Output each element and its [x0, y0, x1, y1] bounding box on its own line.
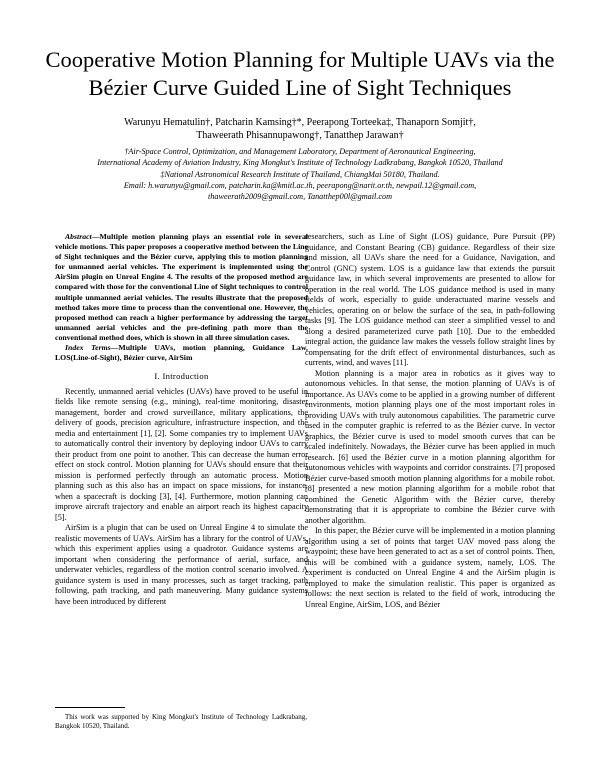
body-paragraph: Motion planning is a major area in robotics as it gives way to autonomous vehicles. In that sense, the motion planning of UAVs is of importance. As UAVs come to be applied in a growing number of different environments, motion planning plays one of the most important roles in providing UAVs with truly autonomous capabilities. The parametric curve used in the computer graphic is referred to as the Bézier curve. In vector graphics, the Bézier curve is used to model smooth curves that can be scaled indefinitely. Nowadays, the Bézier curve has been applied in much research. [6] used the Bézier curve in a motion planning algorithm for autonomous vehicles with waypoints and corridor constraints. [7] proposed Bézier curve-based smooth motion planning algorithms for a mobile robot. [8] presented a new motion planning algorithm for a mobile robot that combined the Genetic Algorithm with the Bézier curve, thereby demonstrating that it is appropriate to combine the Bézier curve with another algorithm. [305, 368, 555, 525]
body-paragraph: AirSim is a plugin that can be used on Unreal Engine 4 to simulate the realistic movements of UAVs. AirSim has a library for the control of UAVs, which this experiment applies using a quadrotor. Guidance systems are important when considering the performance of aerial, surface, and underwater vehicles, regardless of the motion control scenario involved. A guidance system is used in many processes, such as target tracking, path following, path tracking, and path maneuvering. Many guidance systems have been introduced by different [55, 523, 308, 606]
affiliations [20, 146, 580, 202]
abstract-text: —Multiple motion planning plays an essential role in several vehicle motions. This paper proposes a cooperative method between the Line of Sight techniques and the Bézier curve, applying this to motion planning for unmanned aerial vehicles. The experiment is implemented using the AirSim plugin on Unreal Engine 4. The results of the proposed method are compared with those for the conventional Line of Sight techniques to control multiple unmanned aerial vehicles. The results illustrate that the proposed method takes more time to process than the conventional one. However, the proposed method can reach a higher performance by addressing the target unmanned aerial vehicles and the pre-defining path more than the conventional method does, which is shown in all three simulation cases. [55, 232, 308, 342]
authors-line-1: Warunyu Hematulin†, Patcharin Kamsing†*, Peerapong Torteeka‡, Thanaporn Somjit†, [124, 117, 476, 128]
body-paragraph: Recently, unmanned aerial vehicles (UAVs) have proved to be useful in fields like remote sensing (e.g., mining), real-time monitoring, disaster management, border and crowd surveillance, military applications, the delivery of goods, precision agriculture, infrastructure inspection, and the media and entertainment [1], [2]. Some companies try to implement UAVs to automatically control their inventory by deploying indoor UAVs to carry their product from one point to another. This can decrease the human error effect on stock control. Motion planning for UAVs should ensure that their mission is performed perfectly through an automatic process. Motion planning such as this also has an impact on space missions, for instance, when a spacecraft is docking [3], [4]. Furthermore, motion planning can improve aircraft trajectory and enable an airport reach its highest capacity [5]. [55, 386, 308, 522]
affiliation-line: ‡National Astronomical Research Institute of Thailand, ChiangMai 50180, Thailand. [160, 169, 440, 179]
author-list [20, 117, 580, 142]
left-column [55, 232, 308, 607]
footnote: This work was supported by King Mongkut's Institute of Technology Ladkrabang, Bangkok 10520, Thailand. [55, 713, 307, 730]
affiliation-line: International Academy of Aviation Industry, King Mongkut's Institute of Technology Ladkrabang, Bangkok 10520, Thailand [97, 158, 503, 168]
abstract [55, 232, 308, 343]
index-terms-text: —Multiple UAVs, motion planning, Guidance Law, LOS(Line-of-Sight), Bézier curve, AirSim [55, 343, 308, 363]
abstract-label: Abstract [65, 232, 92, 241]
email-line: thaweerath2009@gmail.com, Tanatthep00l@gmail.com [208, 192, 392, 202]
paper-title: Cooperative Motion Planning for Multiple UAVs via the Bézier Curve Guided Line of Sight Techniques [45, 47, 555, 100]
section-heading-introduction: I. Introduction [154, 371, 209, 382]
right-column [305, 232, 555, 610]
affiliation-line: †Air-Space Control, Optimization, and Management Laboratory, Department of Aeronautical Engineering, [124, 147, 476, 156]
email-line: Email: h.warunyu@gmail.com, patcharin.ka@kmitl.ac.th, peerapong@narit.or.th, newpail.12@gmail.com, [123, 180, 477, 190]
index-terms-label: Index Terms [65, 343, 111, 353]
body-paragraph: In this paper, the Bézier curve will be implemented in a motion planning algorithm using a set of points that target UAV moved pass along the waypoint; these have been generated to act as a set of control points. Then, this will be combined with a guidance system, namely, LOS. The experiment is conducted on Unreal Engine 4 and the AirSim plugin is employed to make the simulation realistic. This paper is organized as follows: the next section is related to the field of work, introducing the Unreal Engine, AirSim, LOS, and Bézier [305, 526, 555, 609]
body-paragraph: researchers, such as Line of Sight (LOS) guidance, Pure Pursuit (PP) guidance, and Constant Bearing (CB) guidance. Regardless of their size and mission, all UAVs share the need for a Guidance, Navigation, and Control (GNC) system. LOS is a guidance law that extends the pursuit guidance law, in which several improvements are presented to allow for operation in the real world. The LOS guidance method is used in many fields of work, especially to guide underactuated marine vessels and vehicles, operating on or below the surface of the sea, in path-following tasks [9]. The LOS guidance method can steer a simplified vessel to and along a desired parameterized curve path [10]. Due to the embedded integral action, the guidance law makes the vessels follow straight lines by compensating for the drift effect of environmental disturbances, such as currents, wind, and waves [11]. [305, 232, 555, 367]
footnote-divider [55, 707, 125, 708]
index-terms [55, 343, 308, 363]
authors-line-2: Thaweerath Phisannupawong†, Tanatthep Jarawan† [196, 129, 404, 141]
